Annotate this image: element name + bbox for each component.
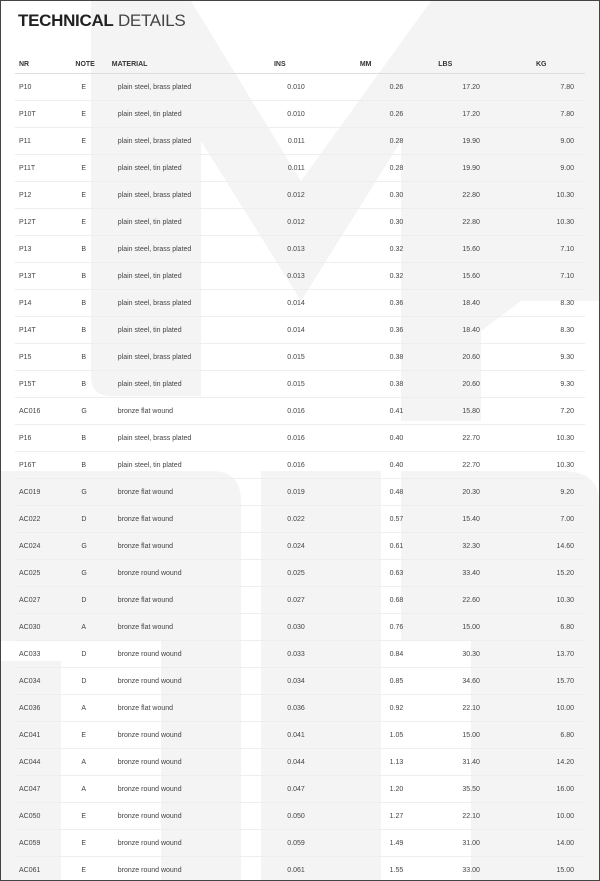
cell-lbs: 22.70 bbox=[403, 425, 480, 452]
table-row bbox=[15, 803, 585, 830]
cell-lbs: 33.40 bbox=[403, 560, 480, 587]
cell-ins: 0.011 bbox=[252, 155, 307, 182]
cell-lbs: 31.00 bbox=[403, 830, 480, 857]
cell-note: B bbox=[73, 263, 111, 290]
cell-nr: AC019 bbox=[15, 479, 73, 506]
cell-nr: AC034 bbox=[15, 668, 73, 695]
cell-kg: 7.80 bbox=[480, 74, 585, 101]
cell-mm: 0.32 bbox=[307, 263, 403, 290]
cell-ins: 0.024 bbox=[252, 533, 307, 560]
column-header-mm: MM bbox=[307, 55, 403, 74]
table-row bbox=[15, 425, 585, 452]
cell-nr: P11 bbox=[15, 128, 73, 155]
cell-kg: 7.20 bbox=[480, 398, 585, 425]
cell-ins: 0.027 bbox=[252, 587, 307, 614]
cell-kg: 10.30 bbox=[480, 182, 585, 209]
cell-note: G bbox=[73, 398, 111, 425]
cell-material: plain steel, tin plated bbox=[112, 155, 252, 182]
cell-material: plain steel, tin plated bbox=[112, 371, 252, 398]
cell-material: plain steel, brass plated bbox=[112, 182, 252, 209]
cell-ins: 0.014 bbox=[252, 317, 307, 344]
table-row bbox=[15, 533, 585, 560]
cell-note: E bbox=[73, 155, 111, 182]
column-header-note: NOTE bbox=[73, 55, 111, 74]
cell-note: G bbox=[73, 479, 111, 506]
cell-nr: AC033 bbox=[15, 641, 73, 668]
table-body bbox=[15, 74, 585, 881]
cell-material: plain steel, brass plated bbox=[112, 290, 252, 317]
cell-kg: 8.30 bbox=[480, 290, 585, 317]
cell-nr: P16T bbox=[15, 452, 73, 479]
cell-ins: 0.016 bbox=[252, 452, 307, 479]
cell-nr: P12T bbox=[15, 209, 73, 236]
cell-material: plain steel, brass plated bbox=[112, 128, 252, 155]
table-row bbox=[15, 641, 585, 668]
cell-nr: AC061 bbox=[15, 857, 73, 881]
cell-kg: 10.30 bbox=[480, 452, 585, 479]
cell-note: E bbox=[73, 857, 111, 881]
table-row bbox=[15, 722, 585, 749]
cell-lbs: 22.60 bbox=[403, 587, 480, 614]
cell-lbs: 15.00 bbox=[403, 722, 480, 749]
cell-note: B bbox=[73, 344, 111, 371]
column-header-kg: KG bbox=[480, 55, 585, 74]
cell-ins: 0.012 bbox=[252, 182, 307, 209]
cell-kg: 10.30 bbox=[480, 587, 585, 614]
cell-ins: 0.059 bbox=[252, 830, 307, 857]
cell-lbs: 22.80 bbox=[403, 182, 480, 209]
table-row bbox=[15, 614, 585, 641]
cell-material: plain steel, tin plated bbox=[112, 263, 252, 290]
cell-mm: 0.61 bbox=[307, 533, 403, 560]
cell-mm: 0.76 bbox=[307, 614, 403, 641]
cell-lbs: 22.70 bbox=[403, 452, 480, 479]
table-row bbox=[15, 263, 585, 290]
cell-kg: 6.80 bbox=[480, 722, 585, 749]
cell-nr: AC024 bbox=[15, 533, 73, 560]
cell-note: E bbox=[73, 722, 111, 749]
cell-mm: 0.92 bbox=[307, 695, 403, 722]
cell-material: plain steel, tin plated bbox=[112, 317, 252, 344]
table-header bbox=[15, 55, 585, 74]
cell-material: plain steel, brass plated bbox=[112, 344, 252, 371]
table-row bbox=[15, 749, 585, 776]
cell-ins: 0.012 bbox=[252, 209, 307, 236]
table-row bbox=[15, 371, 585, 398]
cell-ins: 0.041 bbox=[252, 722, 307, 749]
cell-ins: 0.061 bbox=[252, 857, 307, 881]
cell-ins: 0.011 bbox=[252, 128, 307, 155]
table-row bbox=[15, 74, 585, 101]
table-row bbox=[15, 668, 585, 695]
cell-note: D bbox=[73, 587, 111, 614]
cell-ins: 0.014 bbox=[252, 290, 307, 317]
cell-lbs: 34.60 bbox=[403, 668, 480, 695]
cell-material: plain steel, tin plated bbox=[112, 452, 252, 479]
cell-nr: AC044 bbox=[15, 749, 73, 776]
cell-ins: 0.044 bbox=[252, 749, 307, 776]
cell-kg: 7.80 bbox=[480, 101, 585, 128]
cell-nr: AC022 bbox=[15, 506, 73, 533]
column-header-material: MATERIAL bbox=[112, 55, 252, 74]
cell-ins: 0.016 bbox=[252, 425, 307, 452]
cell-mm: 0.63 bbox=[307, 560, 403, 587]
cell-ins: 0.034 bbox=[252, 668, 307, 695]
cell-kg: 15.00 bbox=[480, 857, 585, 881]
table-row bbox=[15, 128, 585, 155]
cell-mm: 1.13 bbox=[307, 749, 403, 776]
cell-lbs: 15.80 bbox=[403, 398, 480, 425]
cell-nr: P15 bbox=[15, 344, 73, 371]
cell-nr: P13T bbox=[15, 263, 73, 290]
cell-ins: 0.036 bbox=[252, 695, 307, 722]
cell-material: bronze flat wound bbox=[112, 506, 252, 533]
column-header-ins: INS bbox=[252, 55, 307, 74]
cell-kg: 9.30 bbox=[480, 344, 585, 371]
cell-note: D bbox=[73, 506, 111, 533]
cell-nr: AC036 bbox=[15, 695, 73, 722]
cell-kg: 8.30 bbox=[480, 317, 585, 344]
cell-lbs: 17.20 bbox=[403, 101, 480, 128]
cell-note: A bbox=[73, 776, 111, 803]
cell-kg: 7.00 bbox=[480, 506, 585, 533]
cell-kg: 10.30 bbox=[480, 425, 585, 452]
cell-lbs: 22.10 bbox=[403, 803, 480, 830]
cell-nr: P12 bbox=[15, 182, 73, 209]
cell-lbs: 20.60 bbox=[403, 344, 480, 371]
cell-ins: 0.025 bbox=[252, 560, 307, 587]
cell-lbs: 33.00 bbox=[403, 857, 480, 881]
cell-lbs: 15.00 bbox=[403, 614, 480, 641]
cell-material: plain steel, brass plated bbox=[112, 236, 252, 263]
cell-ins: 0.047 bbox=[252, 776, 307, 803]
cell-mm: 1.27 bbox=[307, 803, 403, 830]
cell-lbs: 15.40 bbox=[403, 506, 480, 533]
cell-lbs: 22.80 bbox=[403, 209, 480, 236]
cell-kg: 9.00 bbox=[480, 155, 585, 182]
cell-nr: P14T bbox=[15, 317, 73, 344]
column-header-nr: NR bbox=[15, 55, 73, 74]
cell-nr: AC025 bbox=[15, 560, 73, 587]
cell-lbs: 15.60 bbox=[403, 236, 480, 263]
cell-mm: 0.30 bbox=[307, 209, 403, 236]
cell-lbs: 22.10 bbox=[403, 695, 480, 722]
cell-lbs: 19.90 bbox=[403, 128, 480, 155]
cell-ins: 0.030 bbox=[252, 614, 307, 641]
cell-note: A bbox=[73, 614, 111, 641]
cell-ins: 0.019 bbox=[252, 479, 307, 506]
cell-ins: 0.013 bbox=[252, 236, 307, 263]
cell-mm: 0.30 bbox=[307, 182, 403, 209]
cell-kg: 10.00 bbox=[480, 803, 585, 830]
cell-material: plain steel, tin plated bbox=[112, 209, 252, 236]
cell-note: A bbox=[73, 695, 111, 722]
cell-note: D bbox=[73, 668, 111, 695]
cell-kg: 7.10 bbox=[480, 236, 585, 263]
cell-nr: P13 bbox=[15, 236, 73, 263]
cell-material: bronze round wound bbox=[112, 668, 252, 695]
table-row bbox=[15, 155, 585, 182]
cell-nr: AC041 bbox=[15, 722, 73, 749]
cell-note: G bbox=[73, 560, 111, 587]
table-row bbox=[15, 857, 585, 881]
cell-material: plain steel, brass plated bbox=[112, 74, 252, 101]
cell-lbs: 19.90 bbox=[403, 155, 480, 182]
cell-note: B bbox=[73, 425, 111, 452]
page-title bbox=[18, 11, 185, 31]
table-row bbox=[15, 830, 585, 857]
cell-ins: 0.013 bbox=[252, 263, 307, 290]
cell-material: plain steel, brass plated bbox=[112, 425, 252, 452]
cell-note: B bbox=[73, 371, 111, 398]
title-bold: TECHNICAL bbox=[18, 11, 114, 30]
cell-ins: 0.010 bbox=[252, 101, 307, 128]
cell-kg: 15.20 bbox=[480, 560, 585, 587]
table-row bbox=[15, 587, 585, 614]
cell-nr: P14 bbox=[15, 290, 73, 317]
cell-nr: AC047 bbox=[15, 776, 73, 803]
cell-lbs: 15.60 bbox=[403, 263, 480, 290]
cell-mm: 0.57 bbox=[307, 506, 403, 533]
cell-mm: 0.38 bbox=[307, 344, 403, 371]
cell-mm: 0.41 bbox=[307, 398, 403, 425]
cell-ins: 0.015 bbox=[252, 371, 307, 398]
table-row bbox=[15, 560, 585, 587]
cell-mm: 0.40 bbox=[307, 452, 403, 479]
cell-material: bronze flat wound bbox=[112, 614, 252, 641]
table-row bbox=[15, 182, 585, 209]
cell-nr: AC050 bbox=[15, 803, 73, 830]
cell-material: bronze flat wound bbox=[112, 479, 252, 506]
cell-mm: 0.28 bbox=[307, 128, 403, 155]
cell-nr: P15T bbox=[15, 371, 73, 398]
cell-nr: P10 bbox=[15, 74, 73, 101]
cell-kg: 10.00 bbox=[480, 695, 585, 722]
cell-mm: 0.68 bbox=[307, 587, 403, 614]
cell-note: G bbox=[73, 533, 111, 560]
cell-material: bronze round wound bbox=[112, 560, 252, 587]
cell-kg: 7.10 bbox=[480, 263, 585, 290]
cell-mm: 1.20 bbox=[307, 776, 403, 803]
cell-lbs: 18.40 bbox=[403, 317, 480, 344]
table-row bbox=[15, 101, 585, 128]
cell-kg: 10.30 bbox=[480, 209, 585, 236]
cell-lbs: 20.60 bbox=[403, 371, 480, 398]
cell-note: E bbox=[73, 128, 111, 155]
cell-mm: 0.26 bbox=[307, 74, 403, 101]
cell-material: bronze round wound bbox=[112, 776, 252, 803]
cell-mm: 0.85 bbox=[307, 668, 403, 695]
cell-lbs: 32.30 bbox=[403, 533, 480, 560]
cell-nr: P11T bbox=[15, 155, 73, 182]
cell-note: B bbox=[73, 236, 111, 263]
cell-ins: 0.015 bbox=[252, 344, 307, 371]
cell-mm: 0.26 bbox=[307, 101, 403, 128]
cell-mm: 0.40 bbox=[307, 425, 403, 452]
cell-material: bronze round wound bbox=[112, 803, 252, 830]
cell-mm: 1.49 bbox=[307, 830, 403, 857]
table-row bbox=[15, 506, 585, 533]
cell-note: E bbox=[73, 803, 111, 830]
cell-kg: 6.80 bbox=[480, 614, 585, 641]
table-row bbox=[15, 209, 585, 236]
cell-ins: 0.016 bbox=[252, 398, 307, 425]
cell-ins: 0.050 bbox=[252, 803, 307, 830]
cell-nr: AC059 bbox=[15, 830, 73, 857]
cell-nr: AC016 bbox=[15, 398, 73, 425]
cell-mm: 0.38 bbox=[307, 371, 403, 398]
column-header-lbs: LBS bbox=[403, 55, 480, 74]
cell-lbs: 17.20 bbox=[403, 74, 480, 101]
cell-material: bronze flat wound bbox=[112, 533, 252, 560]
cell-material: bronze round wound bbox=[112, 722, 252, 749]
cell-note: B bbox=[73, 290, 111, 317]
cell-mm: 0.32 bbox=[307, 236, 403, 263]
cell-lbs: 31.40 bbox=[403, 749, 480, 776]
cell-mm: 1.55 bbox=[307, 857, 403, 881]
cell-lbs: 35.50 bbox=[403, 776, 480, 803]
cell-kg: 14.00 bbox=[480, 830, 585, 857]
cell-nr: P16 bbox=[15, 425, 73, 452]
cell-material: bronze round wound bbox=[112, 857, 252, 881]
cell-material: bronze flat wound bbox=[112, 695, 252, 722]
table-header-row bbox=[15, 55, 585, 74]
cell-note: B bbox=[73, 452, 111, 479]
cell-note: E bbox=[73, 182, 111, 209]
table-row bbox=[15, 479, 585, 506]
title-light: DETAILS bbox=[113, 11, 186, 30]
cell-nr: P10T bbox=[15, 101, 73, 128]
cell-material: bronze round wound bbox=[112, 749, 252, 776]
table-row bbox=[15, 695, 585, 722]
cell-ins: 0.010 bbox=[252, 74, 307, 101]
cell-material: bronze round wound bbox=[112, 830, 252, 857]
cell-note: E bbox=[73, 74, 111, 101]
cell-kg: 15.70 bbox=[480, 668, 585, 695]
cell-kg: 16.00 bbox=[480, 776, 585, 803]
cell-material: bronze flat wound bbox=[112, 587, 252, 614]
cell-lbs: 20.30 bbox=[403, 479, 480, 506]
cell-note: E bbox=[73, 209, 111, 236]
cell-kg: 9.20 bbox=[480, 479, 585, 506]
cell-ins: 0.033 bbox=[252, 641, 307, 668]
cell-note: E bbox=[73, 830, 111, 857]
cell-note: A bbox=[73, 749, 111, 776]
table-row bbox=[15, 452, 585, 479]
table-row bbox=[15, 236, 585, 263]
cell-mm: 0.84 bbox=[307, 641, 403, 668]
cell-nr: AC030 bbox=[15, 614, 73, 641]
table-row bbox=[15, 344, 585, 371]
cell-kg: 14.20 bbox=[480, 749, 585, 776]
technical-details-table bbox=[15, 55, 585, 881]
cell-kg: 9.00 bbox=[480, 128, 585, 155]
cell-mm: 1.05 bbox=[307, 722, 403, 749]
table-row bbox=[15, 290, 585, 317]
cell-ins: 0.022 bbox=[252, 506, 307, 533]
table-row bbox=[15, 776, 585, 803]
table-row bbox=[15, 317, 585, 344]
cell-nr: AC027 bbox=[15, 587, 73, 614]
cell-kg: 13.70 bbox=[480, 641, 585, 668]
cell-mm: 0.48 bbox=[307, 479, 403, 506]
table-row bbox=[15, 398, 585, 425]
cell-kg: 14.60 bbox=[480, 533, 585, 560]
cell-material: bronze flat wound bbox=[112, 398, 252, 425]
cell-mm: 0.36 bbox=[307, 317, 403, 344]
cell-mm: 0.28 bbox=[307, 155, 403, 182]
cell-material: plain steel, tin plated bbox=[112, 101, 252, 128]
cell-kg: 9.30 bbox=[480, 371, 585, 398]
cell-mm: 0.36 bbox=[307, 290, 403, 317]
cell-lbs: 30.30 bbox=[403, 641, 480, 668]
cell-note: D bbox=[73, 641, 111, 668]
cell-note: B bbox=[73, 317, 111, 344]
cell-note: E bbox=[73, 101, 111, 128]
cell-material: bronze round wound bbox=[112, 641, 252, 668]
cell-lbs: 18.40 bbox=[403, 290, 480, 317]
